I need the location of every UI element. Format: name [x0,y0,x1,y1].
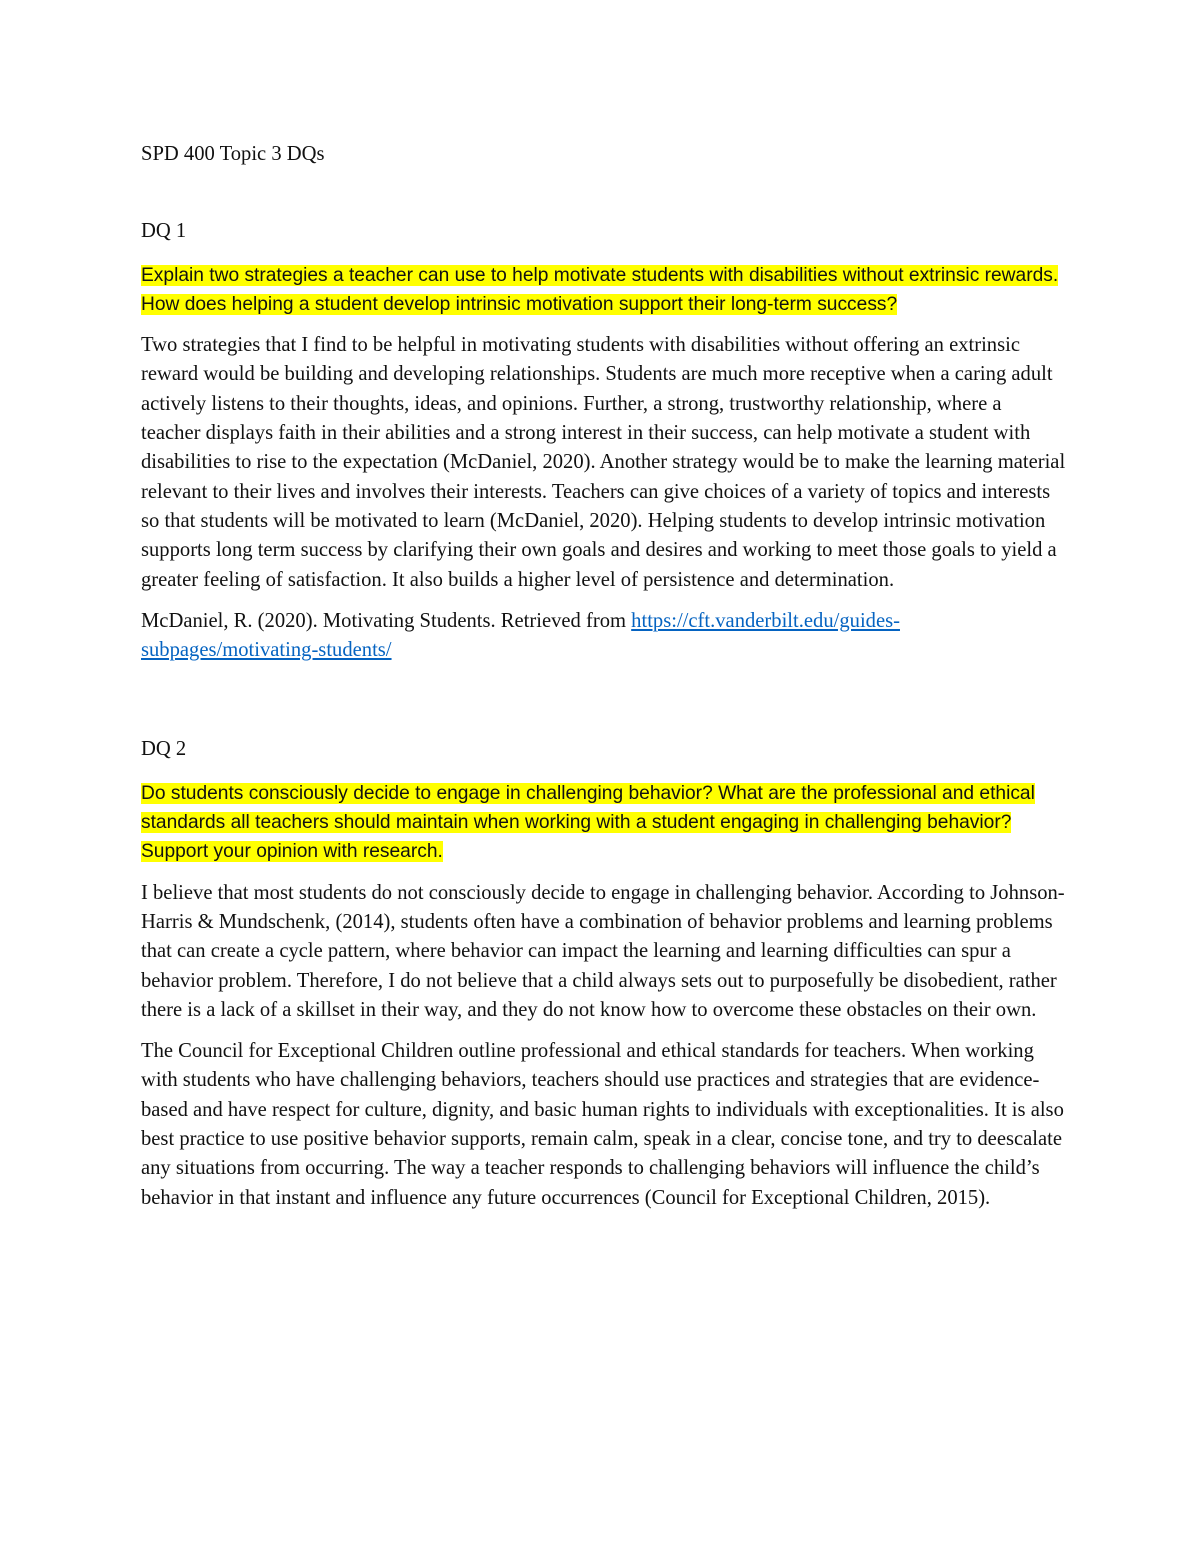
dq1-section [141,217,1066,665]
document-body [141,140,1066,1225]
dq1-answer: Two strategies that I find to be helpful in motivating students with disabilities without offering an extrinsic reward would be building and developing relationships. Students are much more receptive when a caring adult actively listens to their thoughts, ideas, and opinions. Further, a strong, trustworthy relationship, where a teacher displays faith in their abilities and a strong interest in their success, can help motivate a student with disabilities to rise to the expectation (McDaniel, 2020). Another strategy would be to make the learning material relevant to their lives and involves their interests. Teachers can give choices of a variety of topics and interests so that students will be motivated to learn (McDaniel, 2020). Helping students to develop intrinsic motivation supports long term success by clarifying their own goals and desires and working to meet those goals to yield a greater feeling of satisfaction. It also builds a higher level of persistence and determination. [141,334,1066,591]
dq2-answer-paragraph-2: The Council for Exceptional Children outline professional and ethical standards for teachers. When working with students who have challenging behaviors, teachers should use practices and strategies that are evidence-based and have respect for culture, dignity, and basic human rights to individuals with exceptionalities. It is also best practice to use positive behavior supports, remain calm, speak in a clear, concise tone, and try to deescalate any situations from occurring. The way a teacher responds to challenging behaviors will influence the child’s behavior in that instant and influence any future occurrences (Council for Exceptional Children, 2015). [141,1040,1064,1209]
dq2-section [141,735,1066,1212]
dq2-heading: DQ 2 [141,738,187,761]
document-title: SPD 400 Topic 3 DQs [141,143,325,165]
dq2-answer-paragraph-1: I believe that most students do not consciously decide to engage in challenging behavior. According to Johnson-Harris & Mundschenk, (2014), students often have a combination of behavior problems and learning problems that can create a cycle pattern, where behavior can impact the learning and learning difficulties can spur a behavior problem. Therefore, I do not believe that a child always sets out to purposefully be disobedient, rather there is a lack of a skillset in their way, and they do not know how to overcome these obstacles on their own. [141,881,1065,1021]
dq1-reference-text: McDaniel, R. (2020). Motivating Students. Retrieved from [141,609,632,632]
dq1-heading: DQ 1 [141,220,187,243]
dq1-reference [141,607,1066,666]
dq1-question [141,261,1066,320]
dq1-reference-link[interactable]: https://cft.vanderbilt.edu/guides-subpages/motivating-students/ [141,609,900,662]
dq2-question [141,779,1066,867]
section-spacer [141,677,1066,735]
dq1-question-text: Explain two strategies a teacher can use to help motivate students with disabilities without extrinsic rewards. How does helping a student develop intrinsic motivation support their long-term success? [141,264,1059,315]
dq2-question-text: Do students consciously decide to engage in challenging behavior? What are the professional and ethical standards all teachers should maintain when working with a student engaging in challenging behavior? Support your opinion with research. [141,782,1035,863]
